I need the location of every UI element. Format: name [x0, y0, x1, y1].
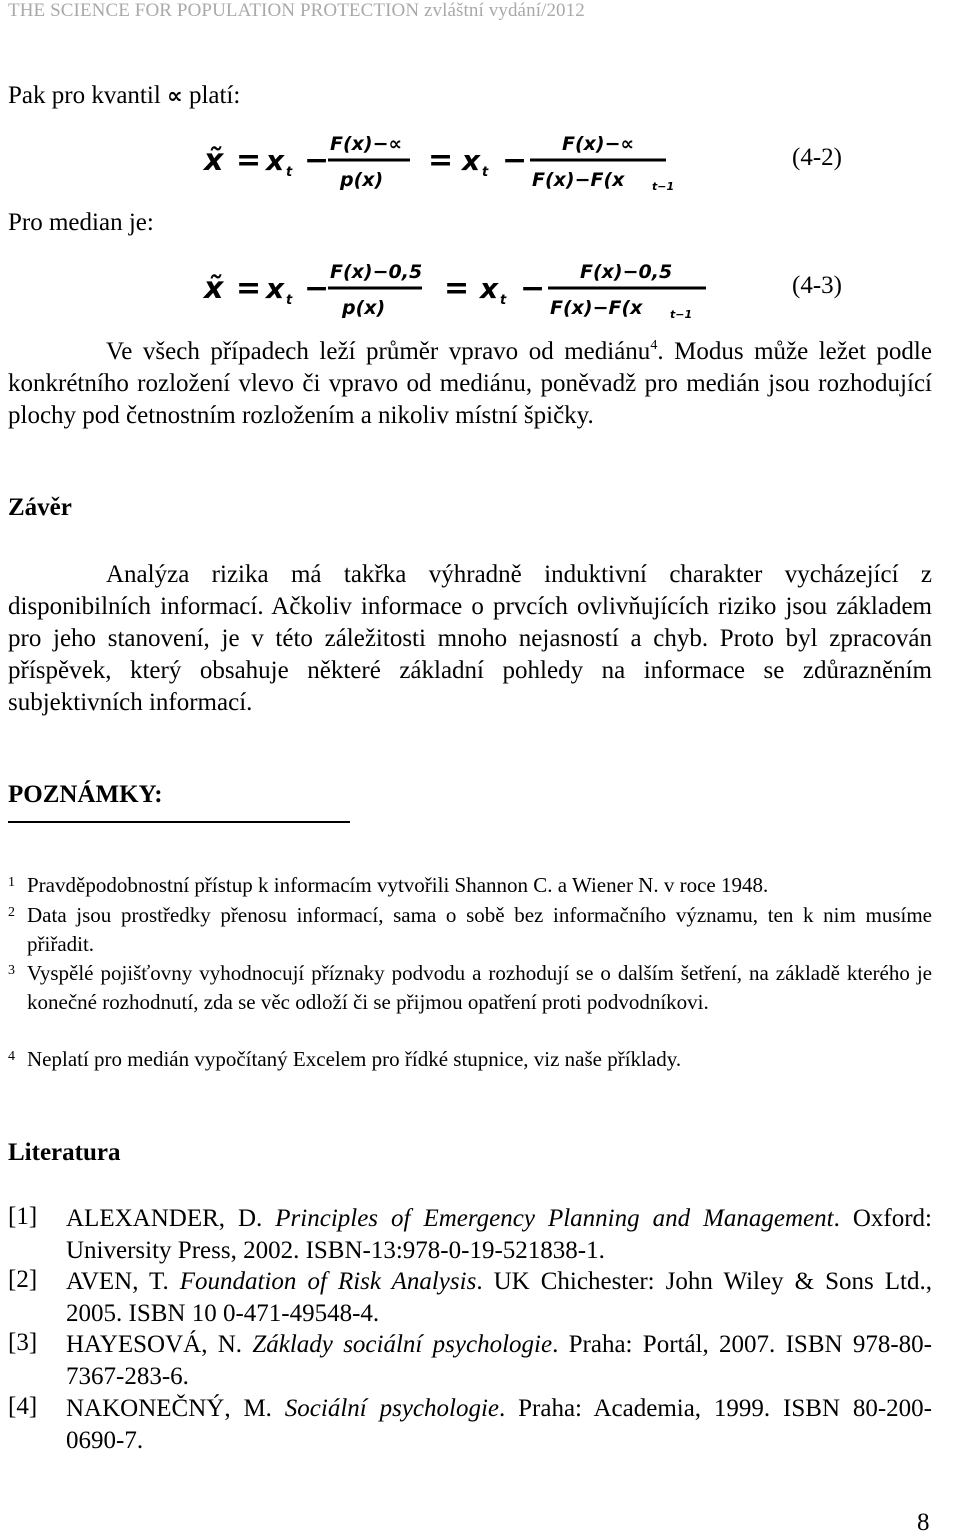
svg-text:−: −	[520, 271, 546, 306]
eq2-term-1: x	[266, 272, 285, 305]
reference-4	[0, 1393, 960, 1457]
svg-text:=: =	[236, 271, 262, 306]
footnote-text: Pravděpodobnostní přístup k informacím vytvořili Shannon C. a Wiener N. v roce 1948.	[27, 873, 769, 897]
notes-heading: POZNÁMKY:	[8, 781, 163, 808]
svg-text:=: =	[444, 271, 470, 306]
reference-body: ALEXANDER, D. Principles of Emergency Planning and Management. Oxford: University Press, 2002. ISBN-13:978-0-19-521838-1.	[66, 1205, 932, 1264]
literature-heading: Literatura	[8, 1139, 121, 1166]
eq2-term-2: x	[480, 272, 499, 305]
eq1-num-2: F(x)−∝	[562, 133, 635, 155]
svg-text:t−1: t−1	[652, 180, 675, 193]
median-paragraph: Ve všech případech leží průměr vpravo od mediánu$^4$. Modus může ležet podle konkrétního rozložení vlevo či vpravo od mediánu, poněvadž pro medián jsou rozhodující plochy pod četnostním rozložením a nikoliv místní špičky.	[8, 338, 932, 429]
reference-number: [3]	[8, 1329, 38, 1356]
svg-text:t: t	[482, 165, 489, 180]
median-label: Pro median je:	[8, 209, 154, 236]
svg-text:−: −	[304, 271, 330, 306]
reference-body: AVEN, T. Foundation of Risk Analysis. UK Chichester: John Wiley & Sons Ltd., 2005. ISBN 10 0-471-49548-4.	[66, 1268, 932, 1327]
reference-body: NAKONEČNÝ, M. Sociální psychologie. Praha: Academia, 1999. ISBN 80-200-0690-7.	[66, 1395, 933, 1454]
reference-number: [1]	[8, 1203, 38, 1230]
footnote-ref-4: 4	[650, 338, 658, 353]
footnote-1	[0, 871, 960, 901]
reference-number: [4]	[8, 1393, 38, 1420]
reference-3	[0, 1329, 960, 1393]
conclusion-paragraph: Analýza rizika má takřka výhradně induktivní charakter vycházející z disponibilních informací. Ačkoliv informace o prvcích ovlivňujících riziko jsou základem pro jeho stanovení, je v této záležitosti mnoho nejasností a chyb. Proto byl zpracován příspěvek, který obsahuje některé základní pohledy na informace se zdůrazněním subjektivních informací.	[8, 561, 932, 716]
svg-text:−: −	[304, 143, 330, 178]
reference-body: HAYESOVÁ, N. Základy sociální psychologie. Praha: Portál, 2007. ISBN 978-80-7367-283-6.	[66, 1331, 932, 1390]
svg-text:=: =	[236, 143, 262, 178]
eq1-term-1: x	[266, 144, 285, 177]
notes-divider	[8, 821, 350, 823]
footnote-4	[0, 1045, 960, 1075]
svg-text:t: t	[286, 165, 293, 180]
eq1-den-1: p(x)	[340, 169, 384, 191]
eq1-num-1: F(x)−∝	[330, 133, 403, 155]
eq1-den-2: F(x)−F(x	[532, 169, 625, 191]
conclusion-heading: Závěr	[8, 494, 72, 521]
svg-text:=: =	[428, 143, 454, 178]
eq2-lhs: x̃	[204, 271, 224, 306]
footnote-2	[0, 901, 960, 959]
eq1-term-2: x	[462, 144, 481, 177]
equation-4-3	[200, 256, 720, 322]
svg-text:−: −	[502, 143, 528, 178]
running-header: THE SCIENCE FOR POPULATION PROTECTION zvláštní vydání/2012	[8, 0, 585, 21]
eq2-den-1: p(x)	[342, 297, 386, 319]
quantile-intro-text: Pak pro kvantil	[8, 82, 161, 109]
eq2-num-1: F(x)−0,5	[330, 261, 423, 283]
eq2-den-2: F(x)−F(x	[550, 297, 643, 319]
svg-text:t: t	[286, 293, 293, 308]
reference-number: [2]	[8, 1266, 38, 1293]
footnote-number: 1	[8, 875, 15, 890]
footnote-number: 2	[8, 905, 15, 920]
reference-1	[0, 1203, 960, 1267]
equation-number-4-3: (4-3)	[792, 272, 842, 299]
footnote-text: Vyspělé pojišťovny vyhodnocují příznaky podvodu a rozhodují se o dalším šetření, na základě kterého je konečné rozhodnutí, zda se věc odloží či se přijmou opatření proti podvodníkovi.	[27, 961, 932, 1014]
quantile-intro	[8, 80, 240, 113]
footnote-number: 3	[8, 963, 15, 978]
svg-text:t−1: t−1	[670, 308, 693, 321]
svg-text:t: t	[500, 293, 507, 308]
footnote-text: Neplatí pro medián vypočítaný Excelem pro řídké stupnice, viz naše příklady.	[27, 1047, 682, 1071]
quantile-intro-tail: platí:	[188, 82, 241, 109]
page-number: 8	[917, 1509, 930, 1536]
eq2-num-2: F(x)−0,5	[580, 261, 673, 283]
equation-4-2	[200, 128, 675, 194]
footnote-number: 4	[8, 1049, 15, 1064]
reference-2	[0, 1266, 960, 1330]
footnote-text: Data jsou prostředky přenosu informací, sama o sobě bez informačního významu, ten k nim musíme přiřadit.	[27, 903, 932, 956]
alpha-symbol: ∝	[167, 84, 183, 109]
equation-number-4-2: (4-2)	[792, 144, 842, 171]
footnote-3	[0, 959, 960, 1046]
eq1-lhs: x̃	[204, 143, 224, 178]
